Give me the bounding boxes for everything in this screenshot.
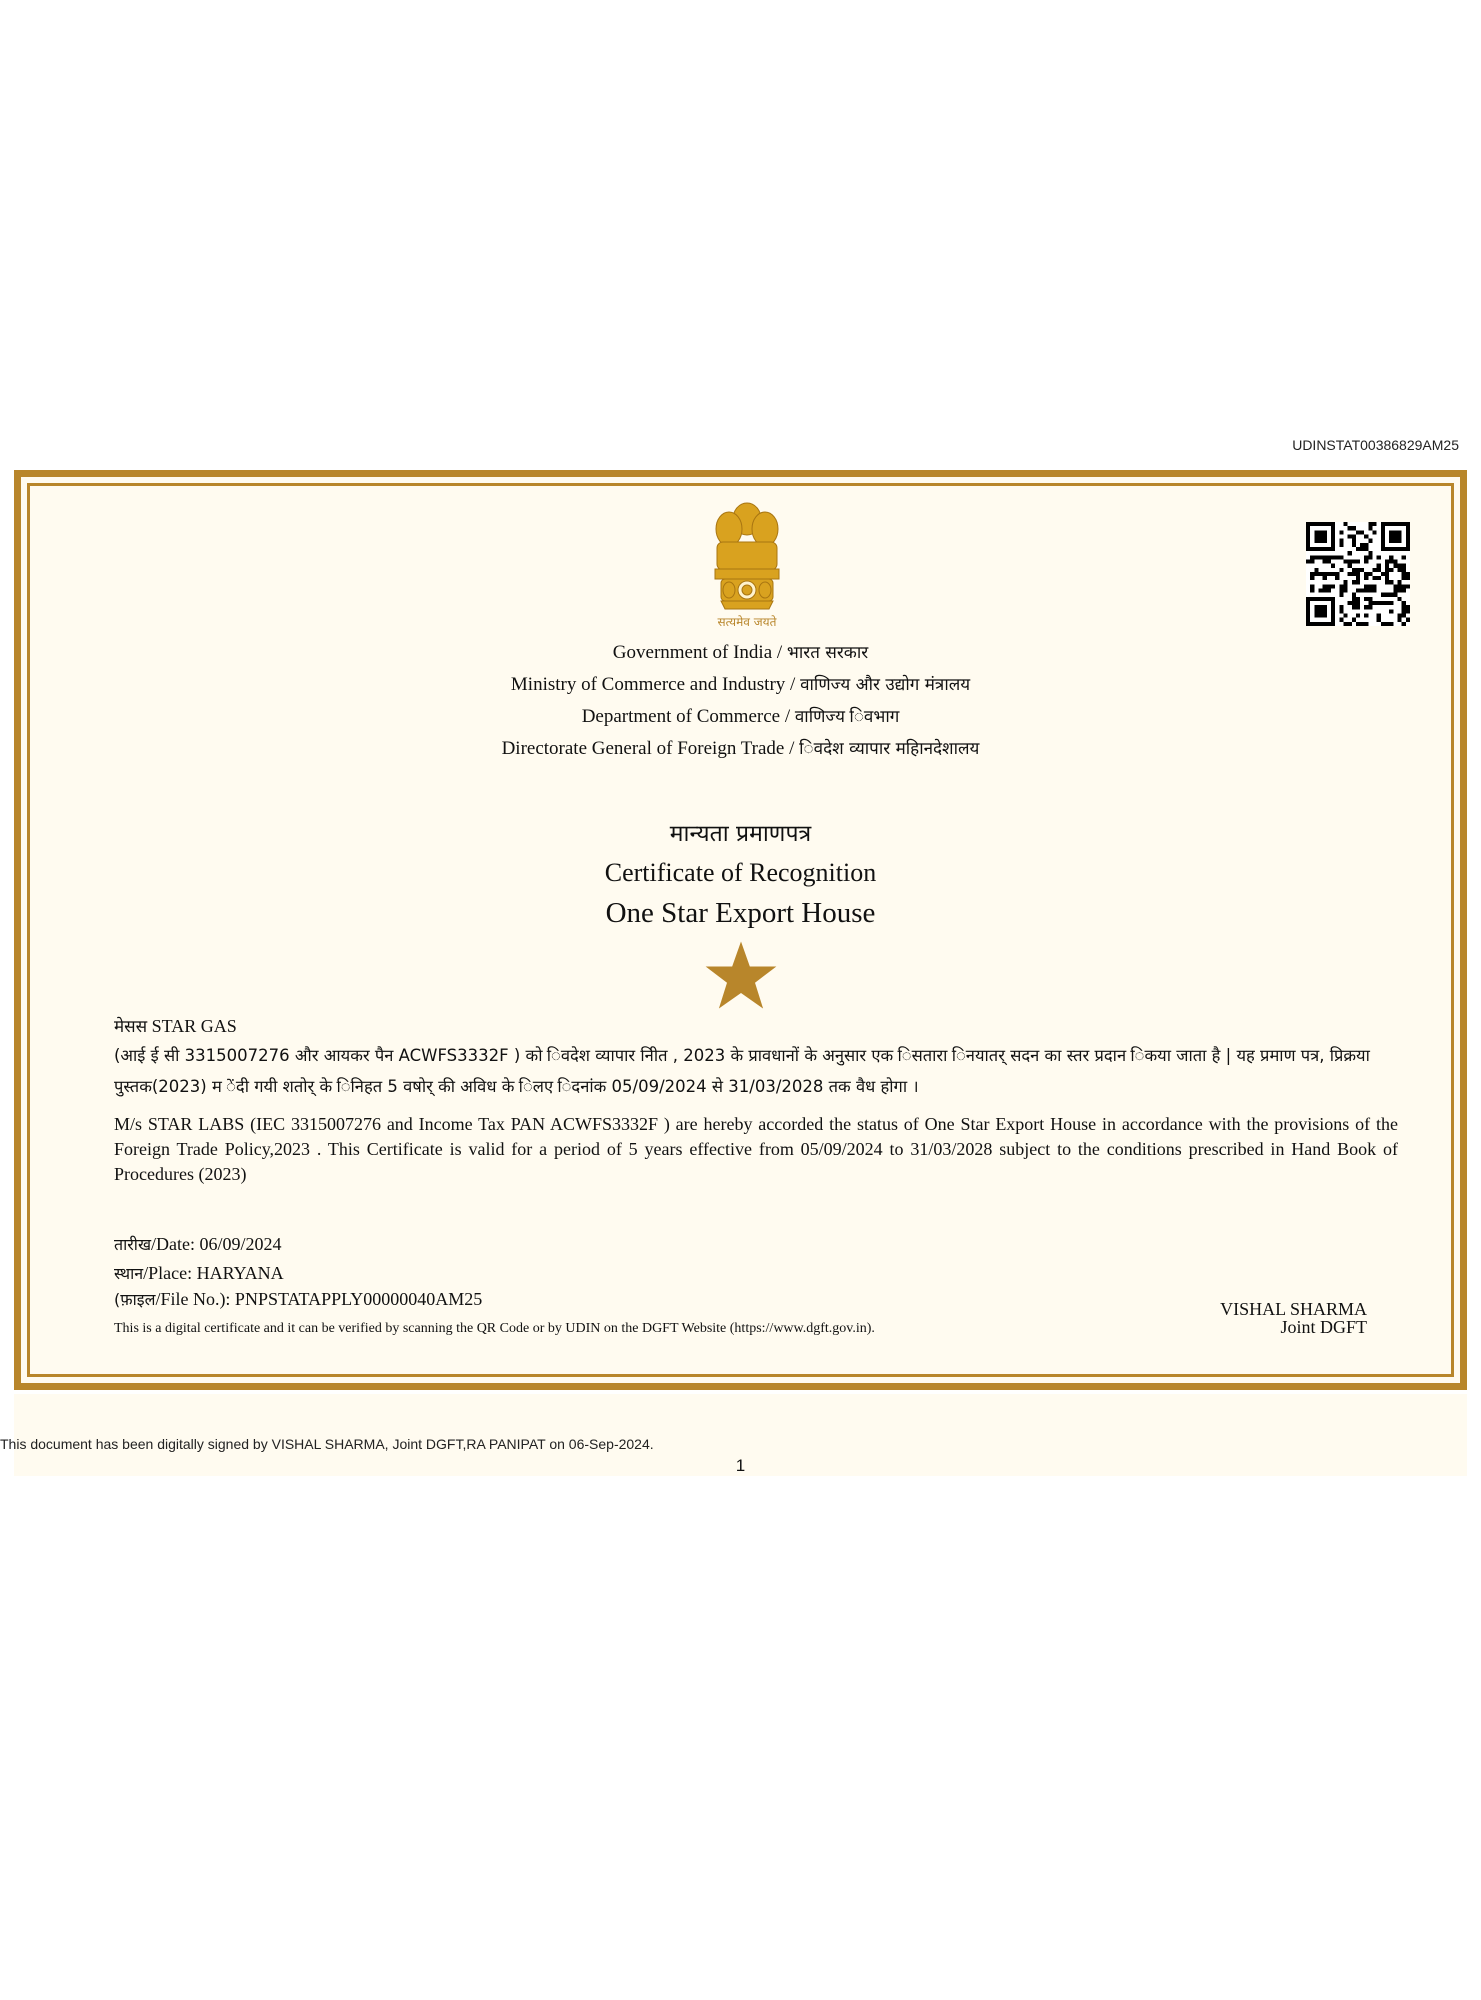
title-status: One Star Export House bbox=[605, 897, 876, 929]
header-dgft-en: Directorate General of Foreign Trade / bbox=[501, 738, 795, 759]
issue-place-hi: स्थान bbox=[114, 1264, 144, 1283]
issue-date bbox=[114, 1233, 282, 1255]
header-ministry-hi: वाणिज्य और उद्योग मंत्रालय bbox=[800, 675, 971, 695]
udin-number: UDINSTAT00386829AM25 bbox=[1292, 437, 1459, 453]
verification-note: This is a digital certificate and it can be verified by scanning the QR Code or by UDIN on the DGFT Website (https://www.dgft.gov.in). bbox=[114, 1321, 875, 1336]
header-department bbox=[0, 704, 1481, 728]
header-dgft-hi: िवदेश व्यापार महािनदेशालय bbox=[799, 739, 980, 759]
title-hindi: मान्यता प्रमाणपत्र bbox=[669, 821, 812, 847]
certificate-text-hindi: (आई ई सी 3315007276 और आयकर पैन ACWFS3332F ) को िवदेश व्यापार नीित , 2023 के प्रावधानों के अनुसार एक िसतारा िनयातर् सदन का स्तर प्रदान िकया जाता है | यह प्रमाण पत्र, प्रिक्रया पुस्तक(2023) म ेंदी गयी शतोर् के िनिहत 5 वषोर् की अविध के िलए िदनांक 05/09/2024 से 31/03/2028 तक वैध होगा । bbox=[114, 1046, 1370, 1096]
header-ministry-en: Ministry of Commerce and Industry / bbox=[510, 674, 796, 695]
title-english: Certificate of Recognition bbox=[604, 858, 877, 887]
emblem-motto: सत्यमेव जयते bbox=[717, 615, 777, 629]
file-number-hi: (फ़ाइल bbox=[114, 1290, 156, 1309]
recipient-prefix-hi: मेसस bbox=[114, 1017, 148, 1037]
recipient-company: STAR GAS bbox=[151, 1016, 237, 1036]
header-government-hi: भारत सरकार bbox=[786, 643, 869, 663]
file-number-en: /File No.): PNPSTATAPPLY00000040AM25 bbox=[155, 1289, 483, 1309]
signatory bbox=[1220, 1300, 1367, 1336]
issue-date-hi: तारीख bbox=[114, 1235, 152, 1254]
page-number: 1 bbox=[735, 1456, 746, 1475]
issue-place-en: /Place: HARYANA bbox=[143, 1263, 284, 1283]
signatory-title: Joint DGFT bbox=[1280, 1317, 1367, 1337]
certificate-text-english: M/s STAR LABS (IEC 3315007276 and Income Tax PAN ACWFS3332F ) are hereby accorded the status of One Star Export House in accordance with the provisions of the Foreign Trade Policy,2023 . This Certificate is valid for a period of 5 years effective from 05/09/2024 to 31/03/2028 subject to the conditions prescribed in Hand Book of Procedures (2023) bbox=[114, 1114, 1398, 1184]
recipient-name bbox=[114, 1014, 1398, 1037]
issue-place bbox=[114, 1262, 284, 1284]
star-icon bbox=[704, 940, 778, 1010]
qr-code-icon bbox=[1306, 522, 1410, 626]
header-government bbox=[0, 640, 1481, 664]
digital-signature-note: This document has been digitally signed by VISHAL SHARMA, Joint DGFT,RA PANIPAT on 06-Sep-2024. bbox=[0, 1436, 654, 1452]
national-emblem-icon bbox=[707, 497, 787, 632]
header-government-en: Government of India / bbox=[612, 642, 783, 663]
signatory-name: VISHAL SHARMA bbox=[1220, 1299, 1367, 1319]
file-number bbox=[114, 1288, 482, 1310]
header-dgft bbox=[0, 736, 1481, 760]
issue-date-en: /Date: 06/09/2024 bbox=[151, 1234, 282, 1254]
header-department-en: Department of Commerce / bbox=[581, 706, 791, 727]
header-ministry bbox=[0, 672, 1481, 696]
header-department-hi: वाणिज्य िवभाग bbox=[794, 707, 900, 727]
